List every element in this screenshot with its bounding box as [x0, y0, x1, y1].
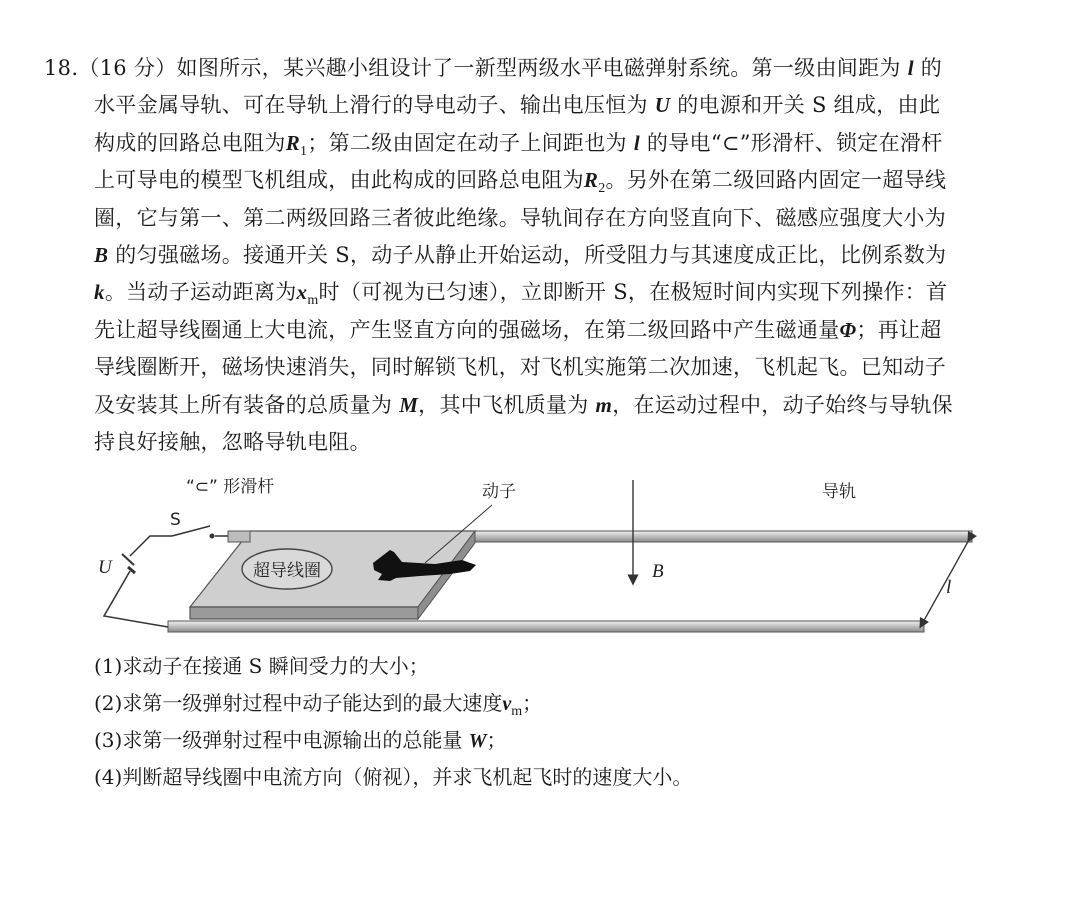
text-segment: (4)判断超导线圈中电流方向（俯视），并求飞机起飞时的速度大小。 [94, 765, 693, 789]
question-3 [94, 722, 1024, 759]
subscript: 2 [598, 181, 606, 197]
near-rail [168, 621, 924, 632]
text-segment: 及安装其上所有装备的总质量为 [94, 392, 400, 417]
problem-line-2 [44, 87, 1034, 124]
voltage-label: U [98, 557, 112, 578]
text-segment: ；再让超 [856, 317, 942, 342]
problem-line-5 [44, 200, 1034, 237]
text-segment: 先让超导线圈通上大电流，产生竖直方向的强磁场，在第二级回路中产生磁通量 [94, 317, 840, 342]
problem-points: （16 分） [78, 56, 177, 80]
slider-label: “⊂” 形滑杆 [186, 477, 275, 497]
problem-line-7 [44, 274, 1034, 311]
text-segment: 时（可视为已匀速），立即断开 S，在极短时间内实现下列操作：首 [318, 280, 948, 305]
problem-line-4 [44, 162, 1034, 199]
coil-label: 超导线圈 [253, 561, 321, 581]
problem-line-9 [44, 349, 1034, 386]
field-label: B [652, 561, 664, 582]
text-segment: 。当动子运动距离为 [104, 280, 297, 305]
symbol-U: U [654, 93, 671, 118]
text-segment: ，在运动过程中，动子始终与导轨保 [612, 392, 953, 417]
subscript: m [511, 704, 523, 719]
symbol-R: R [583, 168, 599, 193]
symbol-W: W [468, 730, 487, 752]
problem-line-6 [44, 237, 1034, 274]
symbol-x: x [296, 280, 308, 305]
problem-line-1 [44, 50, 1034, 87]
text-segment: ，其中飞机质量为 [418, 392, 596, 417]
symbol-B: B [94, 242, 109, 267]
text-segment: ；第二级由固定在动子上间距也为 [307, 130, 634, 155]
problem-text [44, 50, 1034, 461]
wire-segment [130, 536, 172, 556]
symbol-phi: Φ [839, 317, 857, 342]
symbol-v: v [502, 693, 512, 715]
text-segment: 水平金属导轨、可在导轨上滑行的导电动子、输出电压恒为 [94, 93, 655, 118]
text-segment: (3)求第一级弹射过程中电源输出的总能量 [94, 728, 469, 752]
mover-label: 动子 [482, 482, 516, 502]
text-segment: 的 [913, 56, 943, 80]
text-segment: 的匀强磁场。接通开关 S，动子从静止开始运动，所受阻力与其速度成正比，比例系数为 [108, 242, 947, 267]
symbol-R: R [285, 130, 301, 155]
symbol-l: l [633, 130, 640, 155]
text-segment: ； [486, 728, 507, 752]
text-segment: 如图所示，某兴趣小组设计了一新型两级水平电磁弹射系统。第一级由间距为 [176, 56, 908, 80]
text-segment: 持良好接触，忽略导轨电阻。 [94, 429, 371, 454]
switch-label: S [170, 510, 181, 530]
spacing-label: l [946, 577, 952, 598]
far-rail [475, 531, 972, 542]
problem-line-8 [44, 312, 1034, 349]
question-4 [94, 759, 1024, 796]
text-segment: 构成的回路总电阻为 [94, 130, 286, 155]
text-segment: 圈，它与第一、第二两级回路三者彼此绝缘。导轨间存在方向竖直向下、磁感应强度大小为 [94, 205, 946, 230]
text-segment: (1)求动子在接通 S 瞬间受力的大小； [94, 654, 429, 678]
symbol-l: l [907, 56, 914, 80]
text-segment: 导线圈断开，磁场快速消失，同时解锁飞机，对飞机实施第二次加速，飞机起飞。已知动子 [94, 355, 946, 380]
text-segment: 。另外在第二级回路内固定一超导线 [605, 168, 947, 193]
text-segment: (2)求第一级弹射过程中动子能达到的最大速度 [94, 691, 503, 715]
subscript: m [307, 293, 319, 309]
symbol-M: M [399, 392, 419, 417]
subscript: 1 [300, 143, 308, 159]
rail-label: 导轨 [822, 482, 856, 502]
text-segment: 的导电“⊂”形滑杆、锁定在滑杆 [639, 130, 943, 155]
questions-list [94, 648, 1024, 796]
slider-connector [228, 531, 250, 542]
railgun-diagram [90, 470, 990, 640]
diagram-figure [90, 470, 990, 640]
question-1 [94, 648, 1024, 685]
text-segment: 的电源和开关 S 组成，由此 [670, 93, 941, 118]
problem-number: 18. [44, 56, 79, 80]
question-2 [94, 685, 1024, 722]
problem-line-10 [44, 387, 1034, 424]
text-segment: 上可导电的模型飞机组成，由此构成的回路总电阻为 [94, 168, 584, 193]
battery-plate-long [122, 554, 134, 565]
symbol-m: m [595, 392, 613, 417]
wire-segment [104, 571, 168, 627]
mover-front-edge [190, 607, 418, 619]
symbol-k: k [94, 280, 105, 305]
text-segment: ； [522, 691, 543, 715]
problem-line-3 [44, 125, 1034, 162]
switch-contact [210, 534, 215, 539]
problem-line-11 [44, 424, 1034, 461]
